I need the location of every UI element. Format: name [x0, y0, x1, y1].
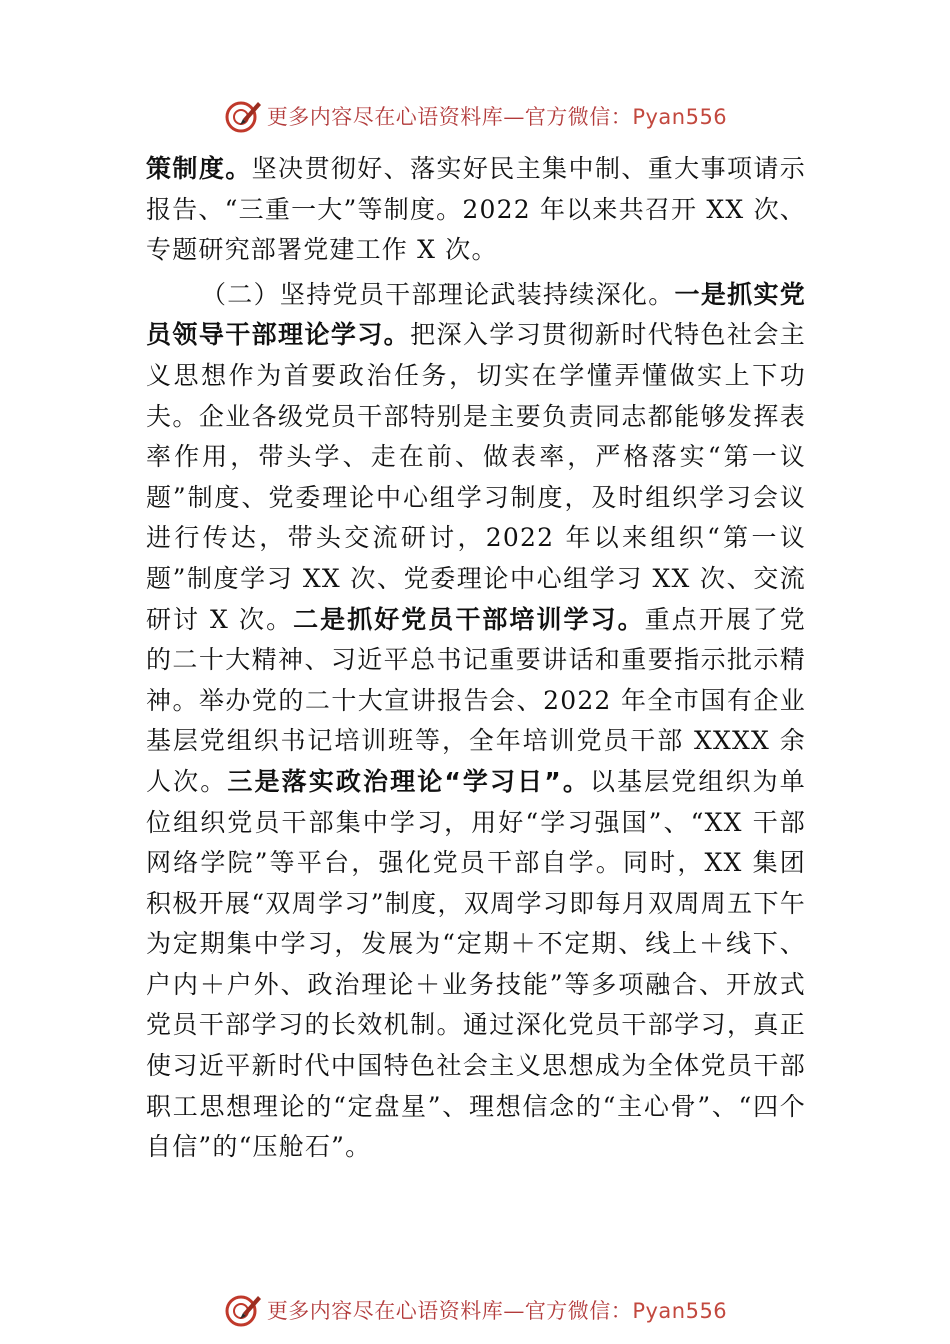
- watermark-header: [0, 96, 950, 136]
- watermark-separator: —: [503, 105, 525, 129]
- pen-logo-icon: [223, 1290, 263, 1330]
- point-1-heading: 一是抓实党员领导干部理论学习。: [146, 279, 806, 350]
- watermark-wechat-id: Pyan556: [632, 1299, 728, 1323]
- point-3-heading: 三是落实政治理论“学习日”。: [227, 766, 590, 796]
- point-1-text: 把深入学习贯彻新时代特色社会主义思想作为首要政治任务，切实在学懂弄懂做实上下功夫。企业各级党员干部特别是主要负责同志都能够发挥表率作用，带头学、走在前、做表率，严格落实“第一议题”制度、党委理论中心组学习制度，及时组织学习会议进行传达，带头交流研讨，2022 年以来组织“第一议题”制度学习 XX 次、党委理论中心组学习 XX 次、交流研讨 X 次。: [146, 320, 806, 634]
- watermark-label: 官方微信：: [524, 1299, 633, 1323]
- watermark-separator: —: [503, 1299, 525, 1323]
- paragraph-1: [146, 149, 806, 271]
- watermark-label: 官方微信：: [524, 105, 633, 129]
- point-2-heading: 二是抓好党员干部培训学习。: [293, 604, 645, 634]
- point-3-text: 以基层党组织为单位组织党员干部集中学习，用好“学习强国”、“XX 干部网络学院”等平台，强化党员干部自学。同时，XX 集团积极开展“双周学习”制度，双周学习即每月双周周五下午为定期集中学习，发展为“定期＋不定期、线上＋线下、户内＋户外、政治理论＋业务技能”等多项融合、开放式党员干部学习的长效机制。通过深化党员干部学习，真正使习近平新时代中国特色社会主义思想成为全体党员干部职工思想理论的“定盘星”、理想信念的“主心骨”、“四个自信”的“压舱石”。: [146, 766, 806, 1162]
- paragraph-1-bold-1: 策制度。: [146, 154, 252, 183]
- watermark-wechat-id: Pyan556: [632, 105, 728, 129]
- point-2-text: 重点开展了党的二十大精神、习近平总书记重要讲话和重要指示批示精神。举办党的二十大宣讲报告会、2022 年全市国有企业基层党组织书记培训班等，全年培训党员干部 XXXX 余人次。: [146, 604, 807, 796]
- watermark-title: 更多内容尽在心语资料库: [266, 1299, 504, 1323]
- paragraph-2: [146, 275, 806, 1168]
- pen-logo-icon: [223, 96, 263, 136]
- section-heading: （二）坚持党员干部理论武装持续深化。: [201, 279, 675, 309]
- watermark-title: 更多内容尽在心语资料库: [266, 105, 504, 129]
- document-body: [146, 149, 806, 1168]
- paragraph-1-text-1: 坚决贯彻好、落实好民主集中制、重大事项请示报告、“三重一大”等制度。2022 年以来共召开 XX 次、专题研究部署党建工作 X 次。: [146, 154, 806, 265]
- watermark-footer: [0, 1290, 950, 1330]
